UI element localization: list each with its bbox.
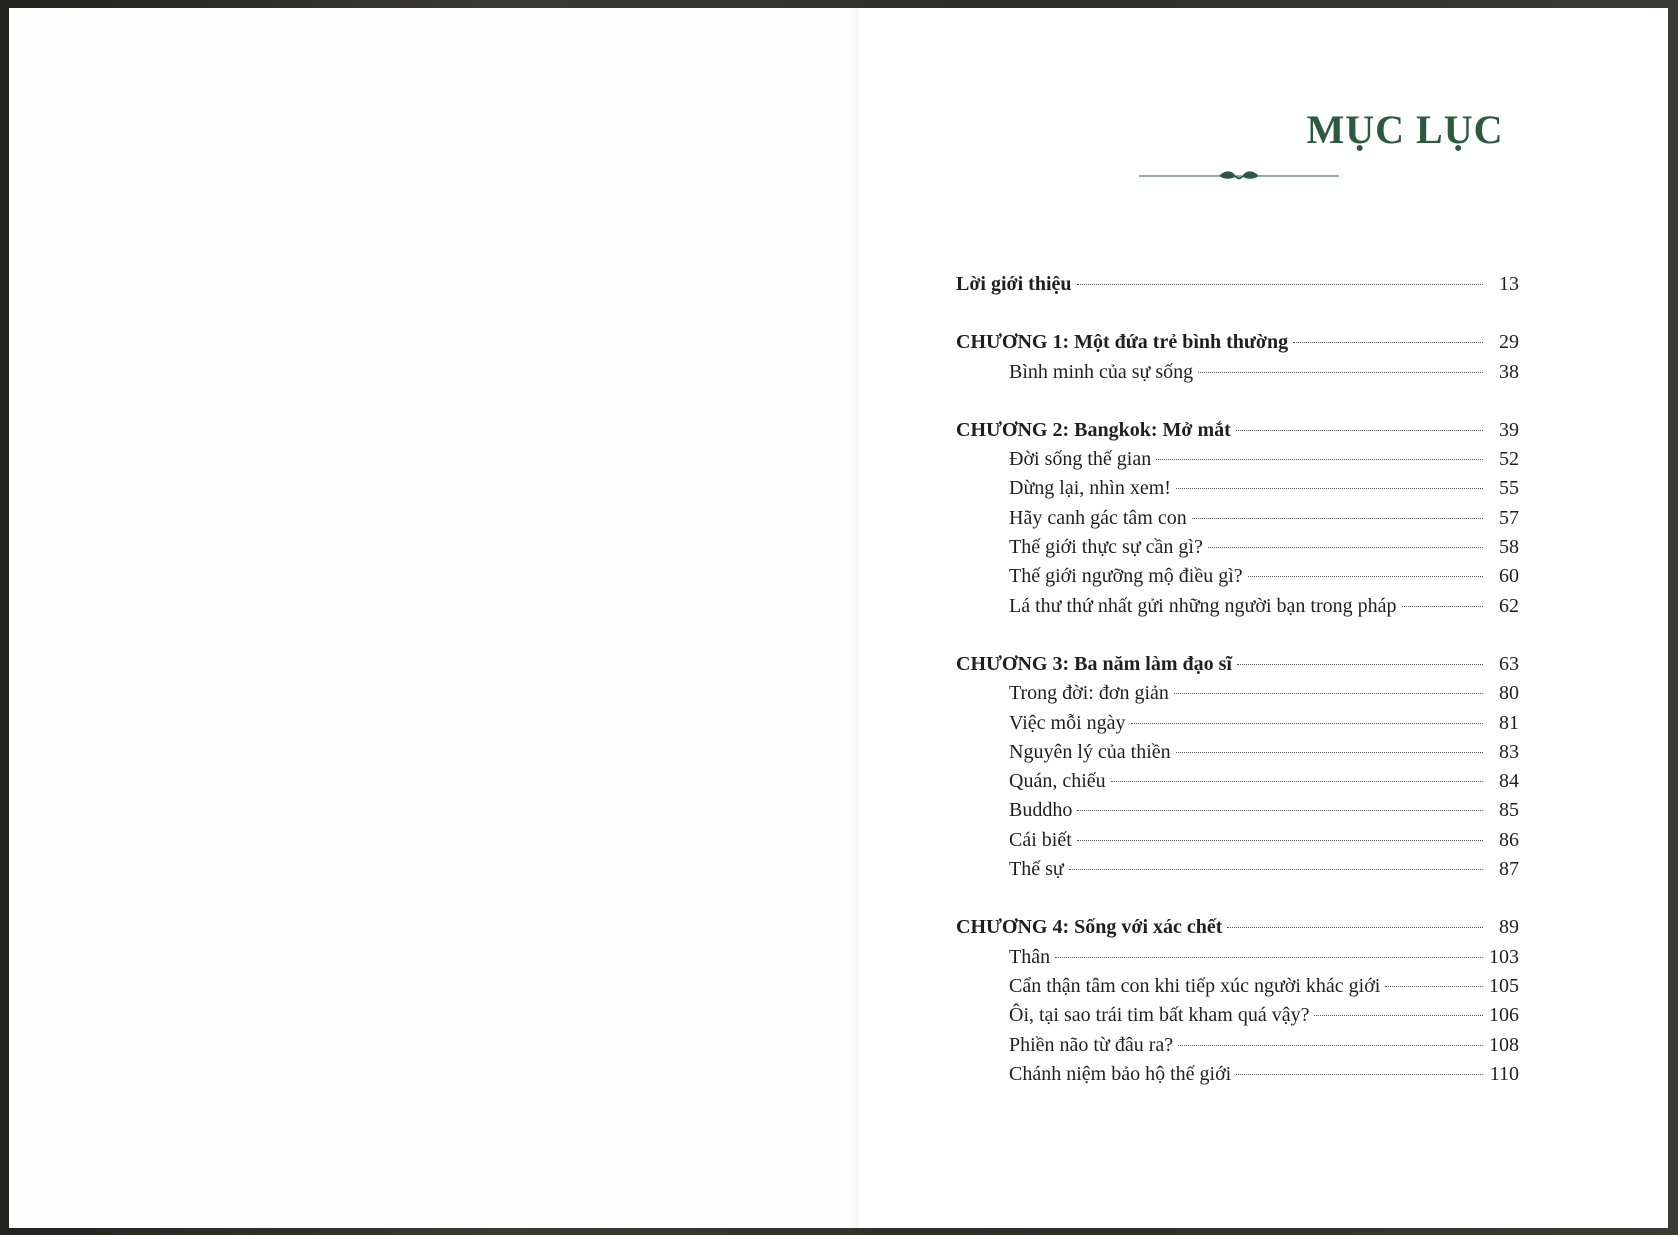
toc-list [956, 270, 1519, 1089]
toc-entry-label: CHƯƠNG 3: Ba năm làm đạo sĩ [956, 652, 1232, 675]
toc-entry-page-number: 29 [1499, 331, 1519, 354]
toc-section-entry[interactable] [956, 855, 1519, 884]
toc-entry-label: Cẩn thận tâm con khi tiếp xúc người khác giới [1009, 974, 1381, 997]
toc-entry-page-number: 39 [1499, 418, 1519, 441]
toc-chapter-entry[interactable] [956, 913, 1519, 942]
dot-leader [1176, 752, 1483, 753]
toc-entry-page-number: 103 [1489, 945, 1519, 968]
toc-entry-page-number: 83 [1499, 740, 1519, 763]
dot-leader [1178, 1045, 1483, 1046]
toc-entry-label: Buddho [1009, 799, 1073, 822]
toc-section-entry[interactable] [956, 796, 1519, 825]
toc-entry-label: Thế giới thực sự cần gì? [1009, 536, 1203, 559]
toc-chapter-entry[interactable] [956, 328, 1519, 357]
toc-section-entry[interactable] [956, 1031, 1519, 1060]
dot-leader [1131, 723, 1483, 724]
dot-leader [1227, 927, 1483, 928]
toc-entry-label: Ôi, tại sao trái tim bất kham quá vậy? [1009, 1004, 1310, 1027]
dot-leader [1314, 1015, 1483, 1016]
toc-entry-page-number: 108 [1489, 1033, 1519, 1056]
toc-entry-label: Bình minh của sự sống [1009, 360, 1194, 383]
toc-entry-label: Phiền não từ đâu ra? [1009, 1033, 1174, 1056]
toc-entry-label: CHƯƠNG 2: Bangkok: Mở mắt [956, 418, 1231, 441]
toc-chapter-entry[interactable] [956, 650, 1519, 679]
toc-entry-page-number: 60 [1499, 565, 1519, 588]
toc-section-entry[interactable] [956, 738, 1519, 767]
toc-section-entry[interactable] [956, 592, 1519, 621]
toc-section-entry[interactable] [956, 1001, 1519, 1030]
toc-entry-label: CHƯƠNG 1: Một đứa trẻ bình thường [956, 331, 1289, 354]
dot-leader [1198, 372, 1483, 373]
toc-section-entry[interactable] [956, 358, 1519, 387]
toc-entry-page-number: 89 [1499, 916, 1519, 939]
dot-leader [1236, 430, 1483, 431]
flourish-divider-icon [1139, 166, 1339, 186]
toc-entry-page-number: 38 [1499, 360, 1519, 383]
toc-section-entry[interactable] [956, 826, 1519, 855]
toc-entry-label: Quán, chiếu [1009, 770, 1106, 793]
dot-leader [1176, 488, 1483, 489]
toc-entry-label: Cái biết [1009, 828, 1072, 851]
toc-section-entry[interactable] [956, 767, 1519, 796]
toc-entry-page-number: 86 [1499, 828, 1519, 851]
toc-entry-page-number: 80 [1499, 682, 1519, 705]
dot-leader [1077, 284, 1484, 285]
toc-chapter-entry[interactable] [956, 270, 1519, 299]
toc-entry-page-number: 62 [1499, 594, 1519, 617]
toc-entry-page-number: 52 [1499, 448, 1519, 471]
toc-section-entry[interactable] [956, 679, 1519, 708]
book-spread [9, 8, 1668, 1228]
toc-entry-page-number: 63 [1499, 652, 1519, 675]
dot-leader [1192, 518, 1483, 519]
toc-entry-page-number: 13 [1499, 273, 1519, 295]
toc-entry-page-number: 81 [1499, 711, 1519, 734]
toc-entry-page-number: 55 [1499, 477, 1519, 500]
dot-leader [1156, 459, 1483, 460]
toc-chapter-entry[interactable] [956, 416, 1519, 445]
dot-leader [1293, 342, 1483, 343]
toc-entry-page-number: 85 [1499, 799, 1519, 822]
toc-entry-label: Lời giới thiệu [956, 273, 1072, 295]
dot-leader [1385, 986, 1483, 987]
toc-entry-label: Hãy canh gác tâm con [1009, 506, 1187, 529]
toc-entry-page-number: 106 [1489, 1004, 1519, 1027]
toc-entry-label: Thân [1009, 945, 1051, 968]
dot-leader [1077, 810, 1483, 811]
toc-section-entry[interactable] [956, 533, 1519, 562]
toc-section-entry[interactable] [956, 1060, 1519, 1089]
toc-section-entry[interactable] [956, 445, 1519, 474]
dot-leader [1111, 781, 1483, 782]
right-page-toc [859, 8, 1668, 1228]
toc-entry-label: Việc mỗi ngày [1009, 711, 1126, 734]
dot-leader [1236, 1074, 1483, 1075]
dot-leader [1402, 606, 1484, 607]
dot-leader [1069, 869, 1483, 870]
dot-leader [1077, 840, 1483, 841]
toc-entry-label: Đời sống thế gian [1009, 448, 1152, 471]
toc-section-entry[interactable] [956, 562, 1519, 591]
toc-entry-label: Thế sự [1009, 858, 1064, 881]
toc-entry-page-number: 105 [1489, 974, 1519, 997]
dot-leader [1248, 576, 1483, 577]
dot-leader [1237, 664, 1483, 665]
toc-section-entry[interactable] [956, 474, 1519, 503]
toc-section-entry[interactable] [956, 943, 1519, 972]
toc-title: MỤC LỤC [1306, 107, 1504, 152]
toc-entry-label: Nguyên lý của thiền [1009, 740, 1171, 763]
toc-entry-label: Trong đời: đơn giản [1009, 682, 1169, 705]
left-page-blank [9, 8, 859, 1228]
toc-entry-page-number: 58 [1499, 536, 1519, 559]
toc-section-entry[interactable] [956, 709, 1519, 738]
toc-entry-page-number: 57 [1499, 506, 1519, 529]
dot-leader [1055, 957, 1483, 958]
toc-entry-label: Lá thư thứ nhất gửi những người bạn trong pháp [1009, 594, 1397, 617]
toc-entry-page-number: 110 [1489, 1062, 1519, 1085]
toc-section-entry[interactable] [956, 972, 1519, 1001]
toc-entry-label: Thế giới ngưỡng mộ điều gì? [1009, 565, 1243, 588]
toc-entry-label: CHƯƠNG 4: Sống với xác chết [956, 916, 1223, 939]
toc-entry-label: Chánh niệm bảo hộ thế giới [1009, 1062, 1232, 1085]
dot-leader [1174, 693, 1483, 694]
toc-entry-label: Dừng lại, nhìn xem! [1009, 477, 1171, 500]
toc-entry-page-number: 87 [1499, 858, 1519, 881]
dot-leader [1208, 547, 1483, 548]
toc-entry-page-number: 84 [1499, 770, 1519, 793]
toc-section-entry[interactable] [956, 504, 1519, 533]
